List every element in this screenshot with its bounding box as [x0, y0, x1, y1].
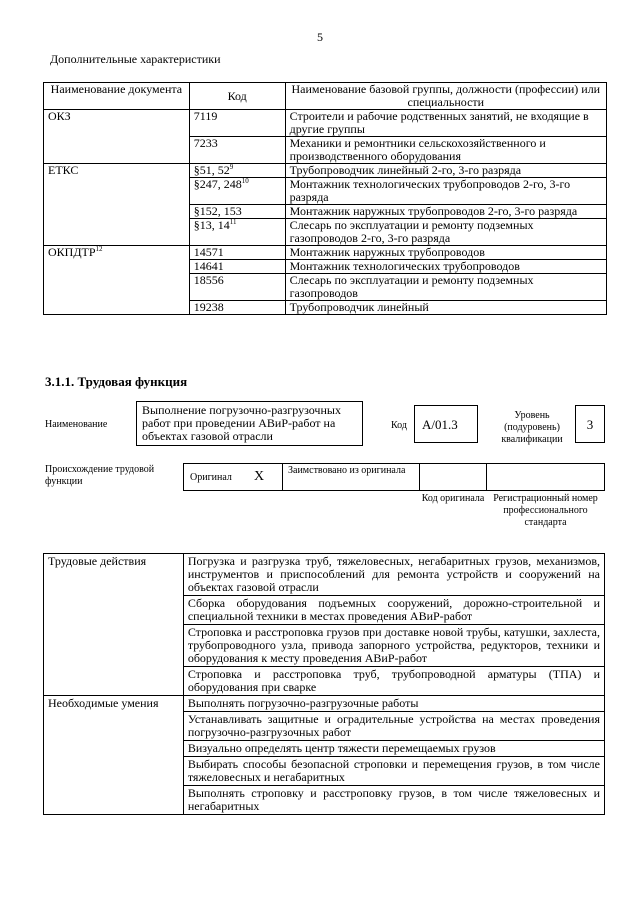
table-row [44, 246, 607, 260]
additional-table [43, 82, 607, 315]
list-item: Устанавливать защитные и оградительные устройства на местах проведения погрузочно-разгрузочных работ [183, 712, 604, 741]
list-item: Выполнять строповку и расстроповку грузов, в том числе тяжеловесных и негабаритных [183, 786, 604, 815]
name-cell: Строители и рабочие родственных занятий, не входящие в другие группы [285, 110, 606, 137]
doc-etks: ЕТКС [44, 164, 190, 246]
function-name-box: Выполнение погрузочно-разгрузочных работ при проведении АВиР-работ на объектах газовой отрасли [136, 401, 363, 446]
doc-okz: ОКЗ [44, 110, 190, 164]
reg-label: Регистрационный номер профессионального стандарта [493, 493, 598, 528]
level-value-box: 3 [575, 405, 605, 443]
code-cell: §13, $14^{11}$ [189, 219, 285, 246]
code-cell: §247, $248^{10}$ [189, 178, 285, 205]
section-title: 3.1.1. Трудовая функция [45, 374, 188, 389]
name-cell: Монтажник технологических трубопроводов [285, 260, 606, 274]
code-label: Код [391, 420, 407, 431]
table-row [44, 164, 607, 178]
code-orig-label: Код оригинала [421, 493, 485, 504]
code-cell: §51, $52^9$ [189, 164, 285, 178]
list-item: Выбирать способы безопасной строповки и перемещения грузов, в том числе тяжеловесных и негабаритных [183, 757, 604, 786]
name-cell: Монтажник технологических трубопроводов 2-го, 3-го разряда [285, 178, 606, 205]
level-label: Уровень (подуровень) квалификации [501, 410, 563, 445]
origin-label: Происхождение трудовой функции [45, 464, 155, 487]
name-cell: Трубопроводчик линейный 2-го, 3-го разряда [285, 164, 606, 178]
footnote-ref: 9 [229, 163, 234, 171]
code-cell: 19238 [189, 301, 285, 315]
header-doc: Наименование документа [44, 83, 190, 110]
name-cell: Слесарь по эксплуатации и ремонту подземных газопроводов [285, 274, 606, 301]
original-label: Оригинал [190, 472, 232, 483]
code-cell: 18556 [189, 274, 285, 301]
name-cell: Монтажник наружных трубопроводов 2-го, 3-го разряда [285, 205, 606, 219]
page-number: 5 [317, 30, 323, 44]
list-item: Визуально определять центр тяжести перемещаемых грузов [183, 741, 604, 757]
footnote-ref: 12 [95, 245, 103, 253]
function-table [43, 553, 605, 815]
code-cell: 14571 [189, 246, 285, 260]
name-cell: Трубопроводчик линейный [285, 301, 606, 315]
table-row [44, 554, 605, 596]
additional-heading: Дополнительные характеристики [50, 52, 221, 66]
code-cell: 7233 [189, 137, 285, 164]
original-mark: X [254, 469, 265, 484]
doc-okpdtr: ОКПДТР$^{12}$ [44, 246, 190, 315]
skills-label: Необходимые умения [44, 696, 184, 815]
header-code: Код [189, 83, 285, 110]
table-row [44, 110, 607, 137]
header-name: Наименование базовой группы, должности (профессии) или специальности [285, 83, 606, 110]
footnote-ref: 11 [229, 218, 237, 226]
name-cell: Механики и ремонтники сельскохозяйственного и производственного оборудования [285, 137, 606, 164]
list-item: Погрузка и разгрузка труб, тяжеловесных, негабаритных грузов, механизмов, инструментов и приспособлений для ремонта устройств и сооружений на объектах газовой отрасли [183, 554, 604, 596]
list-item: Строповка и расстроповка труб, трубопроводной арматуры (ТПА) и оборудования при сварке [183, 667, 604, 696]
list-item: Выполнять погрузочно-разгрузочные работы [183, 696, 604, 712]
actions-label: Трудовые действия [44, 554, 184, 696]
table-header-row [44, 83, 607, 110]
code-orig-box [419, 463, 487, 491]
code-cell: §152, 153 [189, 205, 285, 219]
reg-box [486, 463, 605, 491]
name-label: Наименование [45, 419, 108, 430]
table-row [44, 696, 605, 712]
name-cell: Слесарь по эксплуатации и ремонту подземных газопроводов 2-го, 3-го разряда [285, 219, 606, 246]
list-item: Строповка и расстроповка грузов при доставке новой трубы, катушки, захлеста, трубопроводного узла, привода запорного устройства, редукторов, техники и оборудования к месту проведения АВиР-работ [183, 625, 604, 667]
list-item: Сборка оборудования подъемных сооружений, дорожно-строительной и специальной техники в местах проведения АВиР-работ [183, 596, 604, 625]
borrowed-label: Заимствовано из оригинала [288, 465, 406, 476]
footnote-ref: 10 [241, 177, 249, 185]
code-cell: 7119 [189, 110, 285, 137]
name-cell: Монтажник наружных трубопроводов [285, 246, 606, 260]
code-value-box: А/01.3 [414, 405, 478, 443]
code-cell: 14641 [189, 260, 285, 274]
